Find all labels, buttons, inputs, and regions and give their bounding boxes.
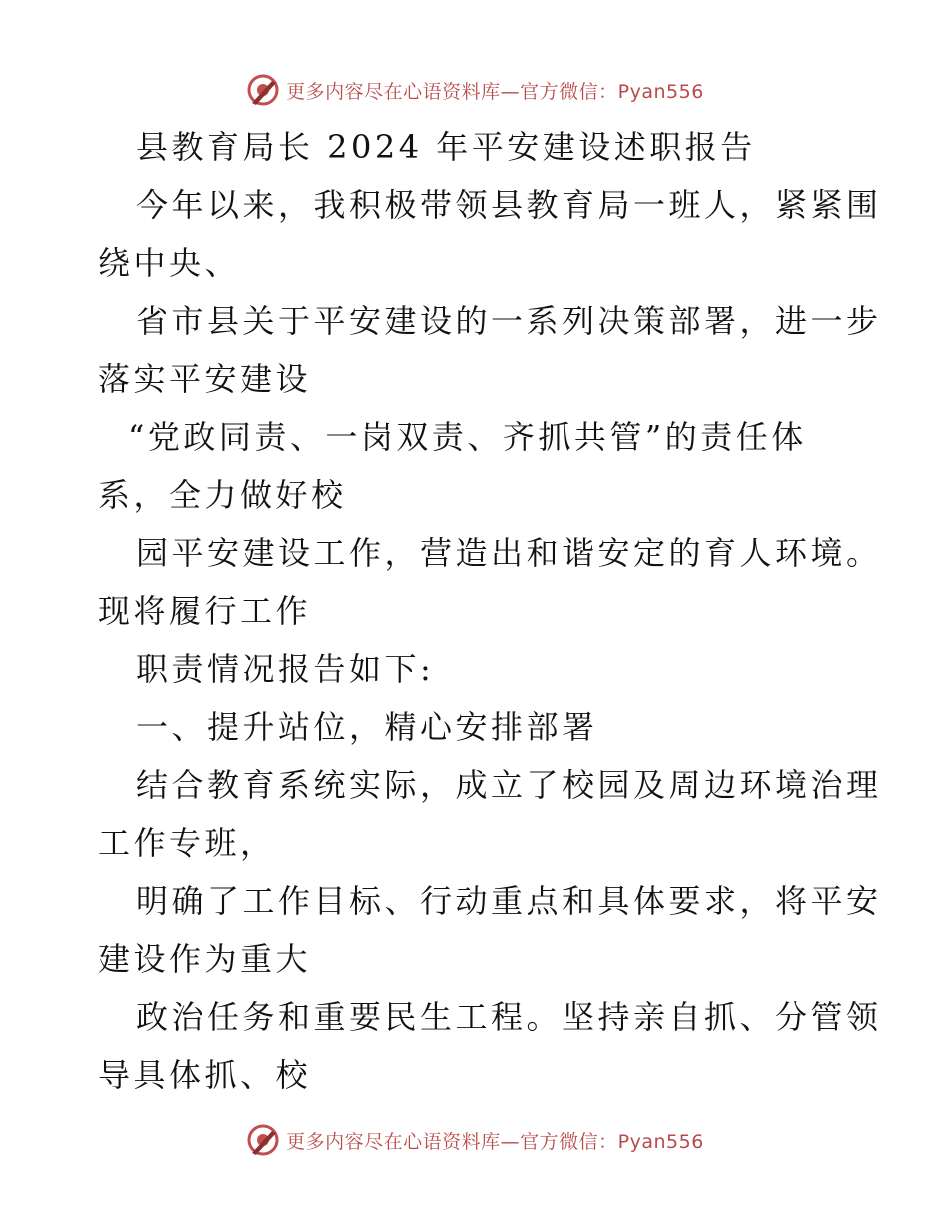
paragraph-line: 政治任务和重要民生工程。坚持亲自抓、分管领 xyxy=(136,998,882,1036)
paragraph-line: 系，全力做好校 xyxy=(98,476,347,514)
watermark-text: 更多内容尽在心语资料库—官方微信：Pyan556 xyxy=(286,80,704,103)
paragraph-line: 建设作为重大 xyxy=(98,940,312,978)
paragraph-line: 园平安建设工作，营造出和谐安定的育人环境。 xyxy=(136,534,882,572)
pen-logo-icon xyxy=(246,1123,280,1157)
watermark-header xyxy=(0,72,950,108)
paragraph-line: 导具体抓、校 xyxy=(98,1056,312,1094)
paragraph-line: 结合教育系统实际，成立了校园及周边环境治理 xyxy=(136,766,882,804)
document-title: 县教育局长 2024 年平安建设述职报告 xyxy=(136,128,756,166)
paragraph-line: 职责情况报告如下: xyxy=(136,650,435,688)
paragraph-line: 省市县关于平安建设的一系列决策部署，进一步 xyxy=(136,302,882,340)
pen-logo-icon xyxy=(246,73,280,107)
section-heading: 一、提升站位，精心安排部署 xyxy=(136,708,598,746)
watermark-text: 更多内容尽在心语资料库—官方微信：Pyan556 xyxy=(286,1130,704,1153)
paragraph-line: 工作专班， xyxy=(98,824,276,862)
document-body xyxy=(98,118,882,1104)
paragraph-line: 绕中央、 xyxy=(98,244,241,282)
paragraph-line: “党政同责、一岗双责、齐抓共管”的责任体 xyxy=(128,418,807,456)
paragraph-line: 落实平安建设 xyxy=(98,360,312,398)
paragraph-line: 今年以来，我积极带领县教育局一班人，紧紧围 xyxy=(136,186,882,224)
watermark-footer xyxy=(0,1122,950,1158)
paragraph-line: 现将履行工作 xyxy=(98,592,312,630)
paragraph-line: 明确了工作目标、行动重点和具体要求，将平安 xyxy=(136,882,882,920)
